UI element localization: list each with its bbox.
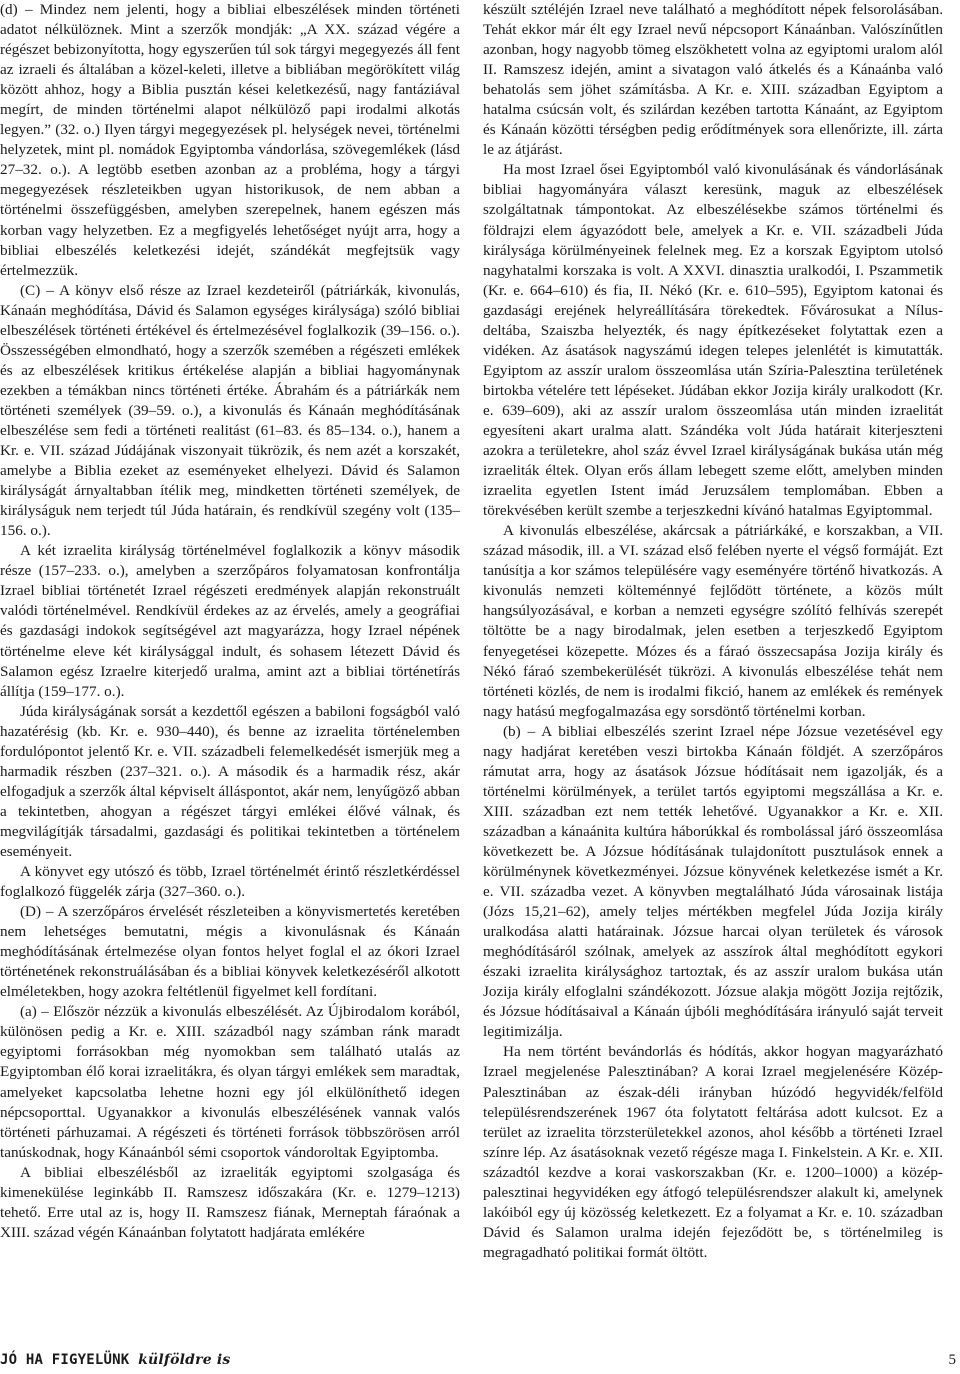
- paragraph: (a) – Először nézzük a kivonulás elbeszélését. Az Újbirodalom korából, különösen pedig a Kr. e. XIII. századból nagy számban ránk maradt egyiptomi forrásokban még nyomokban sem található utalás az Egyiptomban élő korai izraelitákra, és olyan tárgyi emlékek sem maradtak, amelyeket kapcsolatba lehetne hozni egy jól elkülöníthető idegen népcsoporttal. Ugyanakkor a kivonulás elbeszélésének vannak valós történeti párhuzamai. A régészeti és történeti források többszörösen arról tanúskodnak, hogy Kánaánból sémi csoportok vándoroltak Egyiptomba.: [0, 1003, 460, 1161]
- paragraph: Júda királyságának sorsát a kezdettől egészen a babiloni fogságból való hazatérésig (kb. Kr. e. 930–440), és benne az izraelita történelemben fordulópontot jelentő Kr. e. VII. századbeli felemelkedését ismerjük meg a harmadik részben (237–321. o.). A második és a harmadik rész, akár elfogadjuk a szerzők által képviselt álláspontot, akár nem, lenyűgöző abban a tekintetben, ahogyan a régészet tárgyi emlékei élővé válnak, és megvilágítják társadalmi, gazdasági és politikai tekintetben a történelem eseményeit.: [0, 702, 460, 860]
- left-column: [0, 0, 460, 1243]
- paragraph: A két izraelita királyság történelmével foglalkozik a könyv második része (157–233. o.), amelyben a szerzőpáros folyamatosan konfrontálja Izrael bibliai történetét Izrael régészeti eredmények alapján rekonstruált valódi történelmével. Rendkívül érdekes az az érvelés, amely a geográfiai és gazdasági indokok segítségével azt magyarázza, hogy Izrael népének történelme eleve két királysággal indult, és sohasem létezett Dávid és Salamon egész Izraelre kiterjedő uralma, amint azt a bibliai történetírás állítja (159–177. o.).: [0, 542, 460, 700]
- paragraph: Ha nem történt bevándorlás és hódítás, akkor hogyan magyarázható Izrael megjelenése Palesztinában? A korai Izrael megjelenésére Közép-Palesztinában az észak-déli irányban húzódó hegyvidék/felföld településrendszerének 1967 óta folytatott feltárása adott kulcsot. Ez a terület az izraelita törzsterületekkel azonos, ahol később a történeti Izrael színre lép. Az ásatásoknak vezető régésze maga I. Finkelstein. A Kr. e. XII. századtól kezdve a korai vaskorszakban (Kr. e. 1200–1000) a közép-palesztinai hegyvidéken egy átfogó településrendszer alakult ki, amelynek lakóiból egy új közösség keletkezett. Ez a folyamat a Kr. e. 10. században Dávid és Salamon uralma idején fejeződött be, s történelmileg is megragadható politikai formát öltött.: [483, 1043, 943, 1261]
- paragraph: készült sztéléjén Izrael neve található a meghódított népek felsorolásában. Tehát ekkor már élt egy Izrael nevű népcsoport Kánaánban. Valószínűtlen azonban, hogy nagyobb tömeg elszökhetett volna az egyiptomi uralom alól II. Ramszesz idején, amint a sivatagon való átkelés és a Kánaánba való behatolás sem jöhet számításba. A Kr. e. XIII. században Egyiptom a hatalma csúcsán volt, és szilárdan kezében tartotta Kánaánt, az Egyiptom és Kánaán közötti térségben pedig erődítmények sora ellenőrizte, ill. zárta le az átjárást.: [483, 1, 943, 159]
- page-footer: [0, 1352, 960, 1372]
- section-title: [0, 1352, 231, 1368]
- paragraph: A bibliai elbeszélésből az izraeliták egyiptomi szolgasága és kimenekülése leginkább II. Ramszesz időszakára (Kr. e. 1279–1213) tehető. Erre utal az is, hogy II. Ramszesz fiának, Merneptah fáraónak a XIII. század végén Kánaánban folytatott hadjárata emlékére: [0, 1163, 460, 1241]
- paragraph: A kivonulás elbeszélése, akárcsak a pátriárkáké, e korszakban, a VII. század második, ill. a VI. század első felében nyerte el végső formáját. Ezt tanúsítja a kor számos településére vagy eseményére történő hivatkozás. A kivonulás nemzeti költeménnyé fejlődött története, a közös múlt hangsúlyozásával, e korban a nemzeti egységre szólító felhívás szerepét töltötte be a nagy birodalmak, jelen esetben a terjeszkedő Egyiptom fenyegetései közepette. Mózes és a fáraó összecsapása Jozija király és Nékó fáraó szembekerülését tükrözi. A kivonulás elbeszélése tehát nem történeti közlés, de nem is irodalmi fikció, hanem az emlékek és remények nagy hatású megfogalmazása egy sorsdöntő történelmi korban.: [483, 522, 943, 720]
- paragraph: Ha most Izrael ősei Egyiptomból való kivonulásának és vándorlásának bibliai hagyományára választ keresünk, maguk az elbeszélések szolgáltatnak támpontokat. Az elbeszélésekbe számos történelmi és földrajzi elem ágyazódott bele, amelyek a Kr. e. VII. századbeli Júda királysága körülményeinek felelnek meg. Ez a korszak Egyiptom utolsó nagyhatalmi korszaka is volt. A XXVI. dinasztia uralkodói, I. Pszammetik (Kr. e. 664–610) és fia, II. Nékó (Kr. e. 610–595), Egyiptom katonai és gazdasági erejének helyreállítására törekedtek. Fővárosukat a Nílus-deltába, Szaiszba helyezték, és nagy építkezéseket folytattak ezen a vidéken. Az ásatások nagyszámú idegen telepes jelenlétét is kimutatták. Egyiptom az asszír uralom összeomlása után Szíria-Palesztina területének birtokba vételére tett lépéseket. Júdában ekkor Jozija király uralkodott (Kr. e. 639–609), aki az asszír uralom összeomlása után minden izraelitát egyesíteni akart uralma alatt. Szándéka volt Júda határait kiterjeszteni azokra a területekre, ahol száz évvel Izrael királyságának bukása után még izraeliták éltek. Olyan erős állam lebegett szeme előtt, amelyben minden izraelita egyetlen Istent imád Jeruzsálem templomában. Ebben a törekvésében került szembe a terjeszkedni kívánó hatalmas Egyiptommal.: [483, 161, 943, 520]
- page-number: 5: [948, 1352, 956, 1368]
- paragraph: A könyvet egy utószó és több, Izrael történelmét érintő részletkérdéssel foglalkozó függelék zárja (327–360. o.).: [0, 863, 460, 901]
- section-title-main: JÓ HA FIGYELÜNK: [0, 1352, 130, 1368]
- paragraph: (D) – A szerzőpáros érvelését részleteiben a könyvismertetés keretében nem lehetséges bemutatni, mégis a kivonulásnak és Kánaán meghódításának értelmezése olyan fontos helyet foglal el az ókori Izrael történetének rekonstruálásában és a bibliai könyvek keletkezéséről alkotott elméletekben, hogy azokra feltétlenül figyelmet kell fordítani.: [0, 903, 460, 1001]
- paragraph: (b) – A bibliai elbeszélés szerint Izrael népe Józsue vezetésével egy nagy hadjárat keretében veszi birtokba Kánaán földjét. A szerzőpáros rámutat arra, hogy az ásatások Józsue hódításait nem igazolják, és a történelmi körülmények, a terület tartós egyiptomi megszállása a Kr. e. XIII. században ezt nem tették lehetővé. Ugyanakkor a Kr. e. XII. században a kánaánita kultúra háborúkkal és rombolással járó összeomlása következett be. A Józsue hódításának tulajdonított pusztulások ennek a körülménynek következményei. Józsue könyvének keletkezése ismét a Kr. e. VII. századba vezet. A könyvben megtalálható Júda városainak listája (Józs 15,21–62), amely teljes mértékben megfelel Júda Jozija király uralkodása alatti határainak. Józsue harcai olyan területek és városok meghódításáról szólnak, amelyek az asszírok által meghódított egykori északi izraelita királysághoz tartoztak, és az asszír uralom bukása után Jozija király elfoglalni szándékozott. Józsue alakja mögött Jozija rejtőzik, és Józsue hódításaival a Kánaán újbóli meghódítására irányuló saját terveit legitimizálja.: [483, 722, 943, 1041]
- right-column: [483, 0, 943, 1263]
- paragraph: (C) – A könyv első része az Izrael kezdeteiről (pátriárkák, kivonulás, Kánaán meghódítása, Dávid és Salamon egységes királysága) szóló bibliai elbeszélések történeti értékével és értelmezésével foglalkozik (39–156. o.). Összességében elmondható, hogy a szerzők szemében a régészeti emlékek és az elbeszélések kritikus értékelése alapján a bibliai hagyománynak ezekben a témákban nincs történeti értéke. Ábrahám és a pátriárkák nem történeti személyek (39–59. o.), a kivonulás és Kánaán meghódításának elbeszélése sem fedi a történeti realitást (61–83. és 85–134. o.), hanem a Kr. e. VII. század Júdájának viszonyait tükrözik, és nem azét a korszakét, amelybe a Biblia ezeket az eseményeket elhelyezi. Dávid és Salamon királyságát árnyaltabban ítélik meg, mindketten történeti személyek, de királyságuk nem terjedt túl Júda határain, és rendkívül szegény volt (135–156. o.).: [0, 281, 460, 540]
- section-title-sub: külföldre is: [138, 1352, 231, 1368]
- paragraph: (d) – Mindez nem jelenti, hogy a bibliai elbeszélések minden történeti adatot nélkülöznek. Mint a szerzők mondják: „A XX. század végére a régészet bebizonyította, hogy egyszerűen túl sok tárgyi megegyezés áll fent az izraeli és általában a közel-keleti, illetve a bibliában megörökített világ között ahhoz, hogy a Biblia pusztán kései keletkezésű, nagy fantáziával megírt, de minden történelmi alapot nélkülöző papi irodalmi alkotás legyen.” (32. o.) Ilyen tárgyi megegyezések pl. helységek nevei, történelmi helyzetek, mint pl. nomádok Egyiptomba vándorlása, szövegemlékek (lásd 27–32. o.). A legtöbb esetben azonban az a probléma, hogy a tárgyi megegyezések részleteikben ugyan historikusok, de nem abban a történelmi összefüggésben, amelyben szerepelnek, hanem egészen más korban vagy helyzetben. Ez a megfigyelés lehetőséget nyújt arra, hogy a bibliai elbeszélés keletkezési idejét, szándékát megfejtsük vagy értelmezzük.: [0, 1, 460, 279]
